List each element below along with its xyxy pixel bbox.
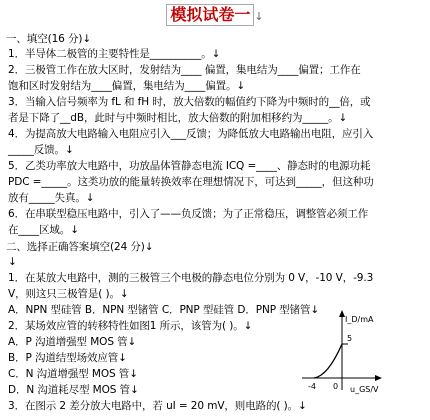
- y-tick-label: 5: [347, 334, 353, 343]
- s1-line-3: 3．当输入信号频率为 fL 和 fH 时，放大倍数的幅值约下降为中频时的__倍，或: [8, 96, 371, 108]
- s1-line-6: _____反馈。↓: [8, 144, 74, 156]
- document-title: 模拟试卷一: [166, 4, 254, 26]
- s2-line-5: B．P 沟道结型场效应管↓: [8, 352, 127, 364]
- s2-line-6: C．N 沟道增强型 MOS 管↓: [8, 368, 138, 380]
- s1-line-4: 者是下降了__dB，此时与中频时相比，放大倍数的附加相移约为_____。↓: [8, 112, 348, 124]
- x-tick-label: -4: [308, 382, 316, 391]
- s2-line-0: 1．在某放大电路中，测的三极管三个电极的静态电位分别为 0 V，-10 V，-9.3: [8, 272, 374, 284]
- s1-line-9: 放有_____失真。↓: [8, 192, 95, 204]
- s1-line-7: 5．乙类功率放大电路中，功放晶体管静态电流 ICQ =____、静态时的电源功耗: [8, 160, 371, 172]
- transfer-curve: [314, 344, 342, 378]
- s2-line-2: A．NPN 型硅管 B．NPN 型锗管 C．PNP 型硅管 D．PNP 型锗管↓: [8, 304, 320, 316]
- transfer-characteristic-figure: [262, 308, 382, 398]
- section1-heading: 一、填空(16 分)↓: [6, 33, 92, 45]
- title-area: [0, 4, 430, 26]
- s2-line-7: D．N 沟道耗尽型 MOS 管↓: [8, 384, 139, 396]
- s2-blank-line: ↓: [8, 256, 17, 268]
- section2-heading: 二、选择正确答案填空(24 分)↓: [6, 241, 154, 253]
- s1-line-11: 在____区域。↓: [8, 224, 79, 236]
- s1-line-1: 2．三极管工作在放大区时，发射结为____ 偏置，集电结为____偏置；工作在: [8, 64, 361, 76]
- s1-line-0: 1．半导体二极管的主要特性是__________。↓: [8, 48, 221, 60]
- s2-line-8: 3．在图示 2 差分放大电路中，若 uI = 20 mV，则电路的( )。↓: [8, 400, 307, 412]
- s1-line-10: 6．在串联型稳压电路中，引入了——负反馈；为了正常稳压，调整管必须工作: [8, 208, 369, 220]
- paragraph-mark: ↓: [254, 10, 264, 23]
- s2-line-3: 2．某场效应管的转移特性如图1 所示，该管为( )。↓: [8, 320, 253, 332]
- s1-line-5: 4．为提高放大电路输入电阻应引入___反馈；为降低放大电路输出电阻，应引入: [8, 128, 374, 140]
- x-axis-arrow: [375, 375, 382, 381]
- s1-line-2: 饱和区时发射结为____偏置，集电结为____偏置。↓: [8, 80, 246, 92]
- origin-label: 0: [333, 382, 339, 391]
- x-axis-label: u_GS/V: [350, 385, 379, 394]
- y-axis-label: I_D/mA: [345, 315, 374, 324]
- s2-line-1: V，则这只三极管是( )。↓: [8, 288, 129, 300]
- s1-line-8: PDC =_____。这类功放的能量转换效率在理想情况下，可达到_____，但这种功: [8, 176, 374, 188]
- s2-line-4: A．P 沟道增强型 MOS 管↓: [8, 336, 137, 348]
